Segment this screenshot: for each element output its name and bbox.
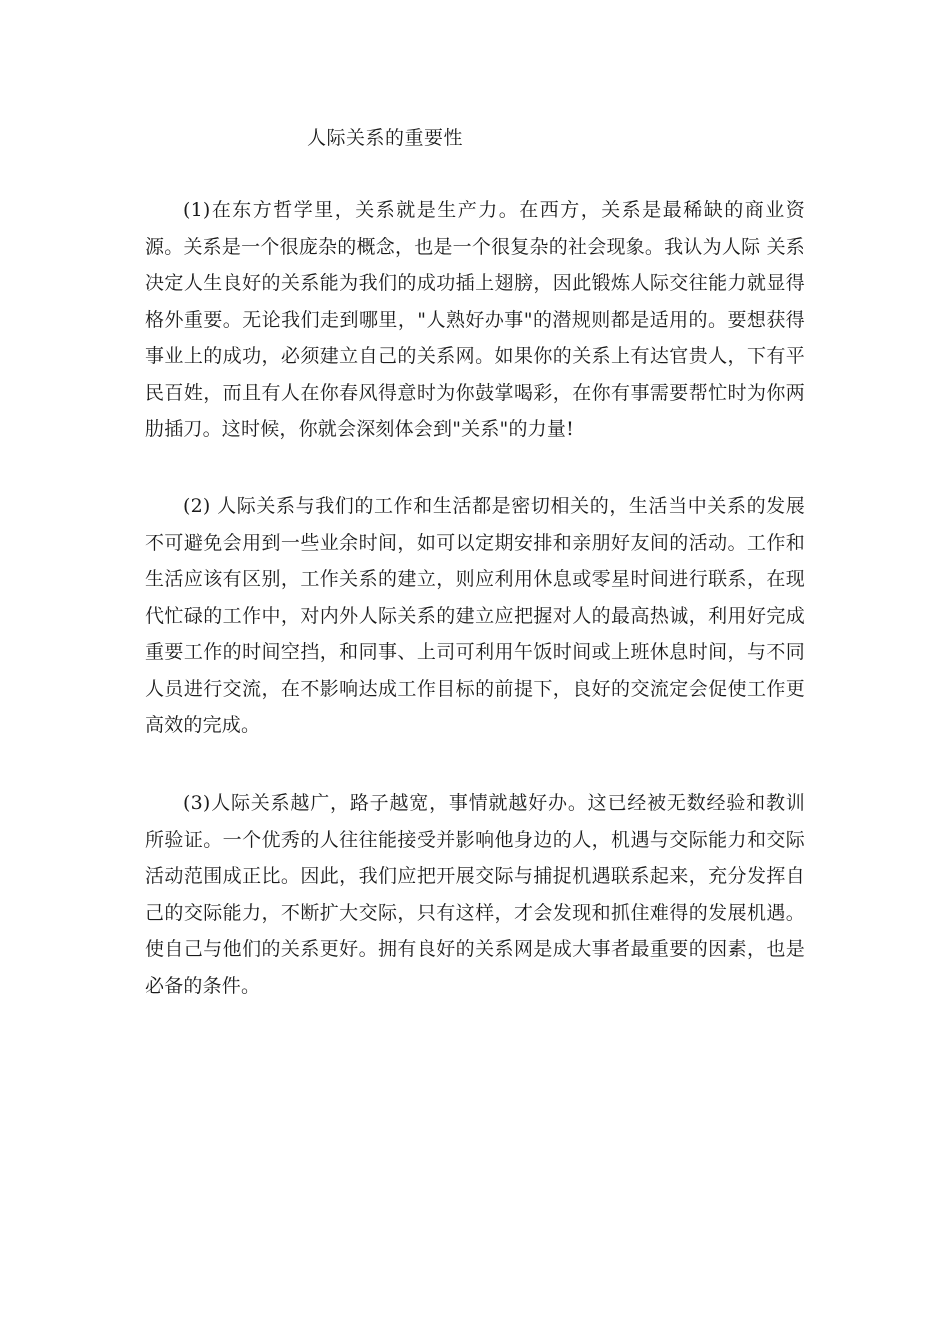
paragraph-3: (3)人际关系越广，路子越宽，事情就越好办。这已经被无数经验和教训所验证。一个优秀的人往往能接受并影响他身边的人，机遇与交际能力和交际活动范围成正比。因此，我们应把开展交际与捕捉机遇联系起来，充分发挥自己的交际能力，不断扩大交际，只有这样，才会发现和抓住难得的发展机遇。使自己与他们的关系更好。拥有良好的关系网是成大事者最重要的因素，也是必备的条件。 <box>145 792 805 997</box>
paragraph-2: (2) 人际关系与我们的工作和生活都是密切相关的，生活当中关系的发展不可避免会用到一些业余时间，如可以定期安排和亲朋好友间的活动。工作和生活应该有区别，工作关系的建立，则应利用休息或零星时间进行联系，在现代忙碌的工作中，对内外人际关系的建立应把握对人的最高热诚，利用好完成重要工作的时间空挡，和同事、上司可利用午饭时间或上班休息时间，与不同人员进行交流，在不影响达成工作目标的前提下，良好的交流定会促使工作更高效的完成。 <box>145 495 805 736</box>
document-title: 人际关系的重要性 <box>307 127 464 149</box>
paragraph-1: (1)在东方哲学里，关系就是生产力。在西方，关系是最稀缺的商业资源。关系是一个很庞杂的概念，也是一个很复杂的社会现象。我认为人际 关系决定人生良好的关系能为我们的成功插上翅膀，因此锻炼人际交往能力就显得格外重要。无论我们走到哪里，"人熟好办事"的潜规则都是适用的。要想获得事业上的成功，必须建立自己的关系网。如果你的关系上有达官贵人，下有平民百姓，而且有人在你春风得意时为你鼓掌喝彩，在你有事需要帮忙时为你两肋插刀。这时候，你就会深刻体会到"关系"的力量! <box>145 199 805 440</box>
